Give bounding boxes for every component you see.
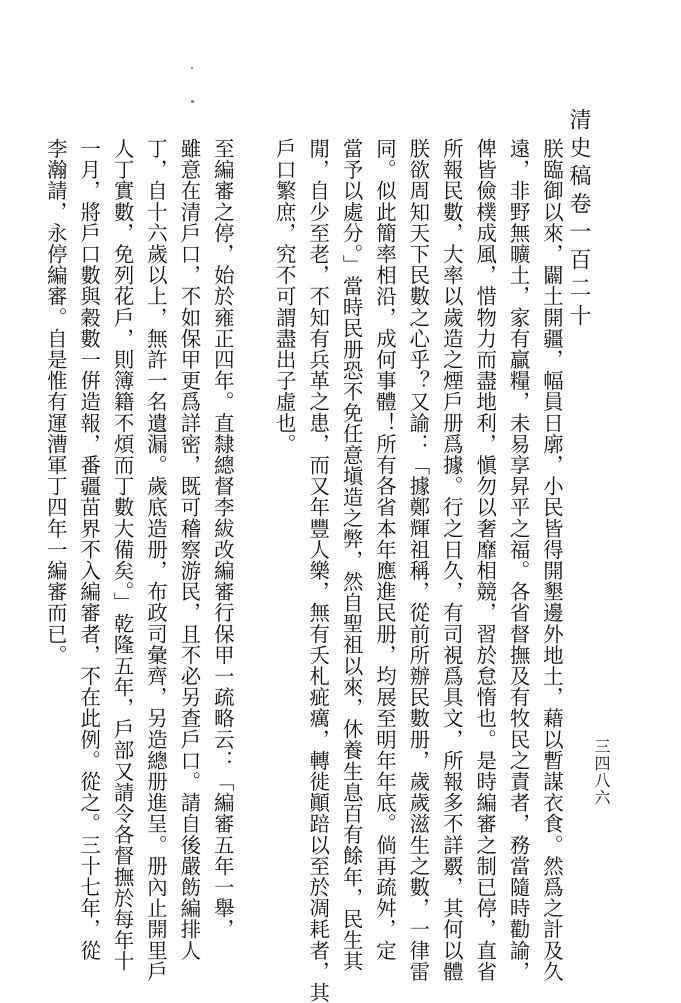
- text-column: 當予以處分。」當時民册恐不免任意塡造之弊，然自聖祖以來，休養生息百有餘年，民生其: [339, 138, 364, 972]
- page-number: 三四八六: [592, 738, 611, 806]
- text-column: 戶口繁庶，究不可謂盡出子虛也。: [272, 138, 297, 455]
- text-column: 俾皆儉樸成風，惜物力而盡地利，愼勿以奢靡相競，習於怠惰也。是時編審之制已停，直省: [473, 138, 498, 982]
- text-column: 人丁實數，免列花戶，則簿籍不煩而丁數大備矣。」乾隆五年，戶部又請令各督撫於每年十: [110, 138, 135, 972]
- text-column: 同。似此簡率相沿，成何事體！所有各省本年應進民册，均展至明年年底。倘再疏舛，定: [372, 138, 397, 961]
- body-text: [43, 138, 568, 1003]
- scan-dot: [191, 100, 194, 103]
- text-column: 朕臨御以來，闢土開疆，幅員日廓，小民皆得開墾邊外地土，藉以暫謀衣食。然爲之計及久: [540, 138, 564, 982]
- text-column: 所報民數，大率以歲造之煙戶册爲據。行之日久，有司視爲具文，所報多不詳覈，其何以體: [439, 138, 464, 982]
- text-column: 朕欲周知天下民數之心乎？又諭：「據鄭輝祖稱，從前所辦民數册，歲歲滋生之數，一律雷: [406, 138, 431, 982]
- text-column: 至編審之停，始於雍正四年。直隸總督李紱改編審行保甲一疏略云：「編審五年一舉，: [210, 138, 235, 940]
- text-column: 李瀚請，永停編審。自是惟有運漕軍丁四年一編審而已。: [43, 138, 68, 666]
- text-column: 一月，將戶口數與穀數一倂造報，番疆苗界不入編審者，不在此例。從之。三十七年，從: [77, 138, 102, 961]
- text-column: 丁，自十六歲以上，無許一名遺漏。歲底造册，布政司彙齊，另造總册進呈。册內止開里戶: [143, 138, 168, 982]
- text-column: 閒，自少至老，不知有兵革之患，而又年豐人樂，無有夭札疵癘，轉徙顚踣以至於凋耗者，其: [306, 138, 331, 1003]
- text-column: 雖意在清戶口，不如保甲更爲詳密，既可稽察游民，且不必另查戶口。請自後嚴飭編排人: [177, 138, 202, 961]
- running-head: 清史稿卷一百二十: [566, 108, 591, 332]
- scan-dot: [191, 67, 193, 69]
- text-column: 遠，非野無曠土，家有贏糧，未易享昇平之福。各省督撫及有牧民之責者，務當隨時勸諭，: [506, 138, 531, 982]
